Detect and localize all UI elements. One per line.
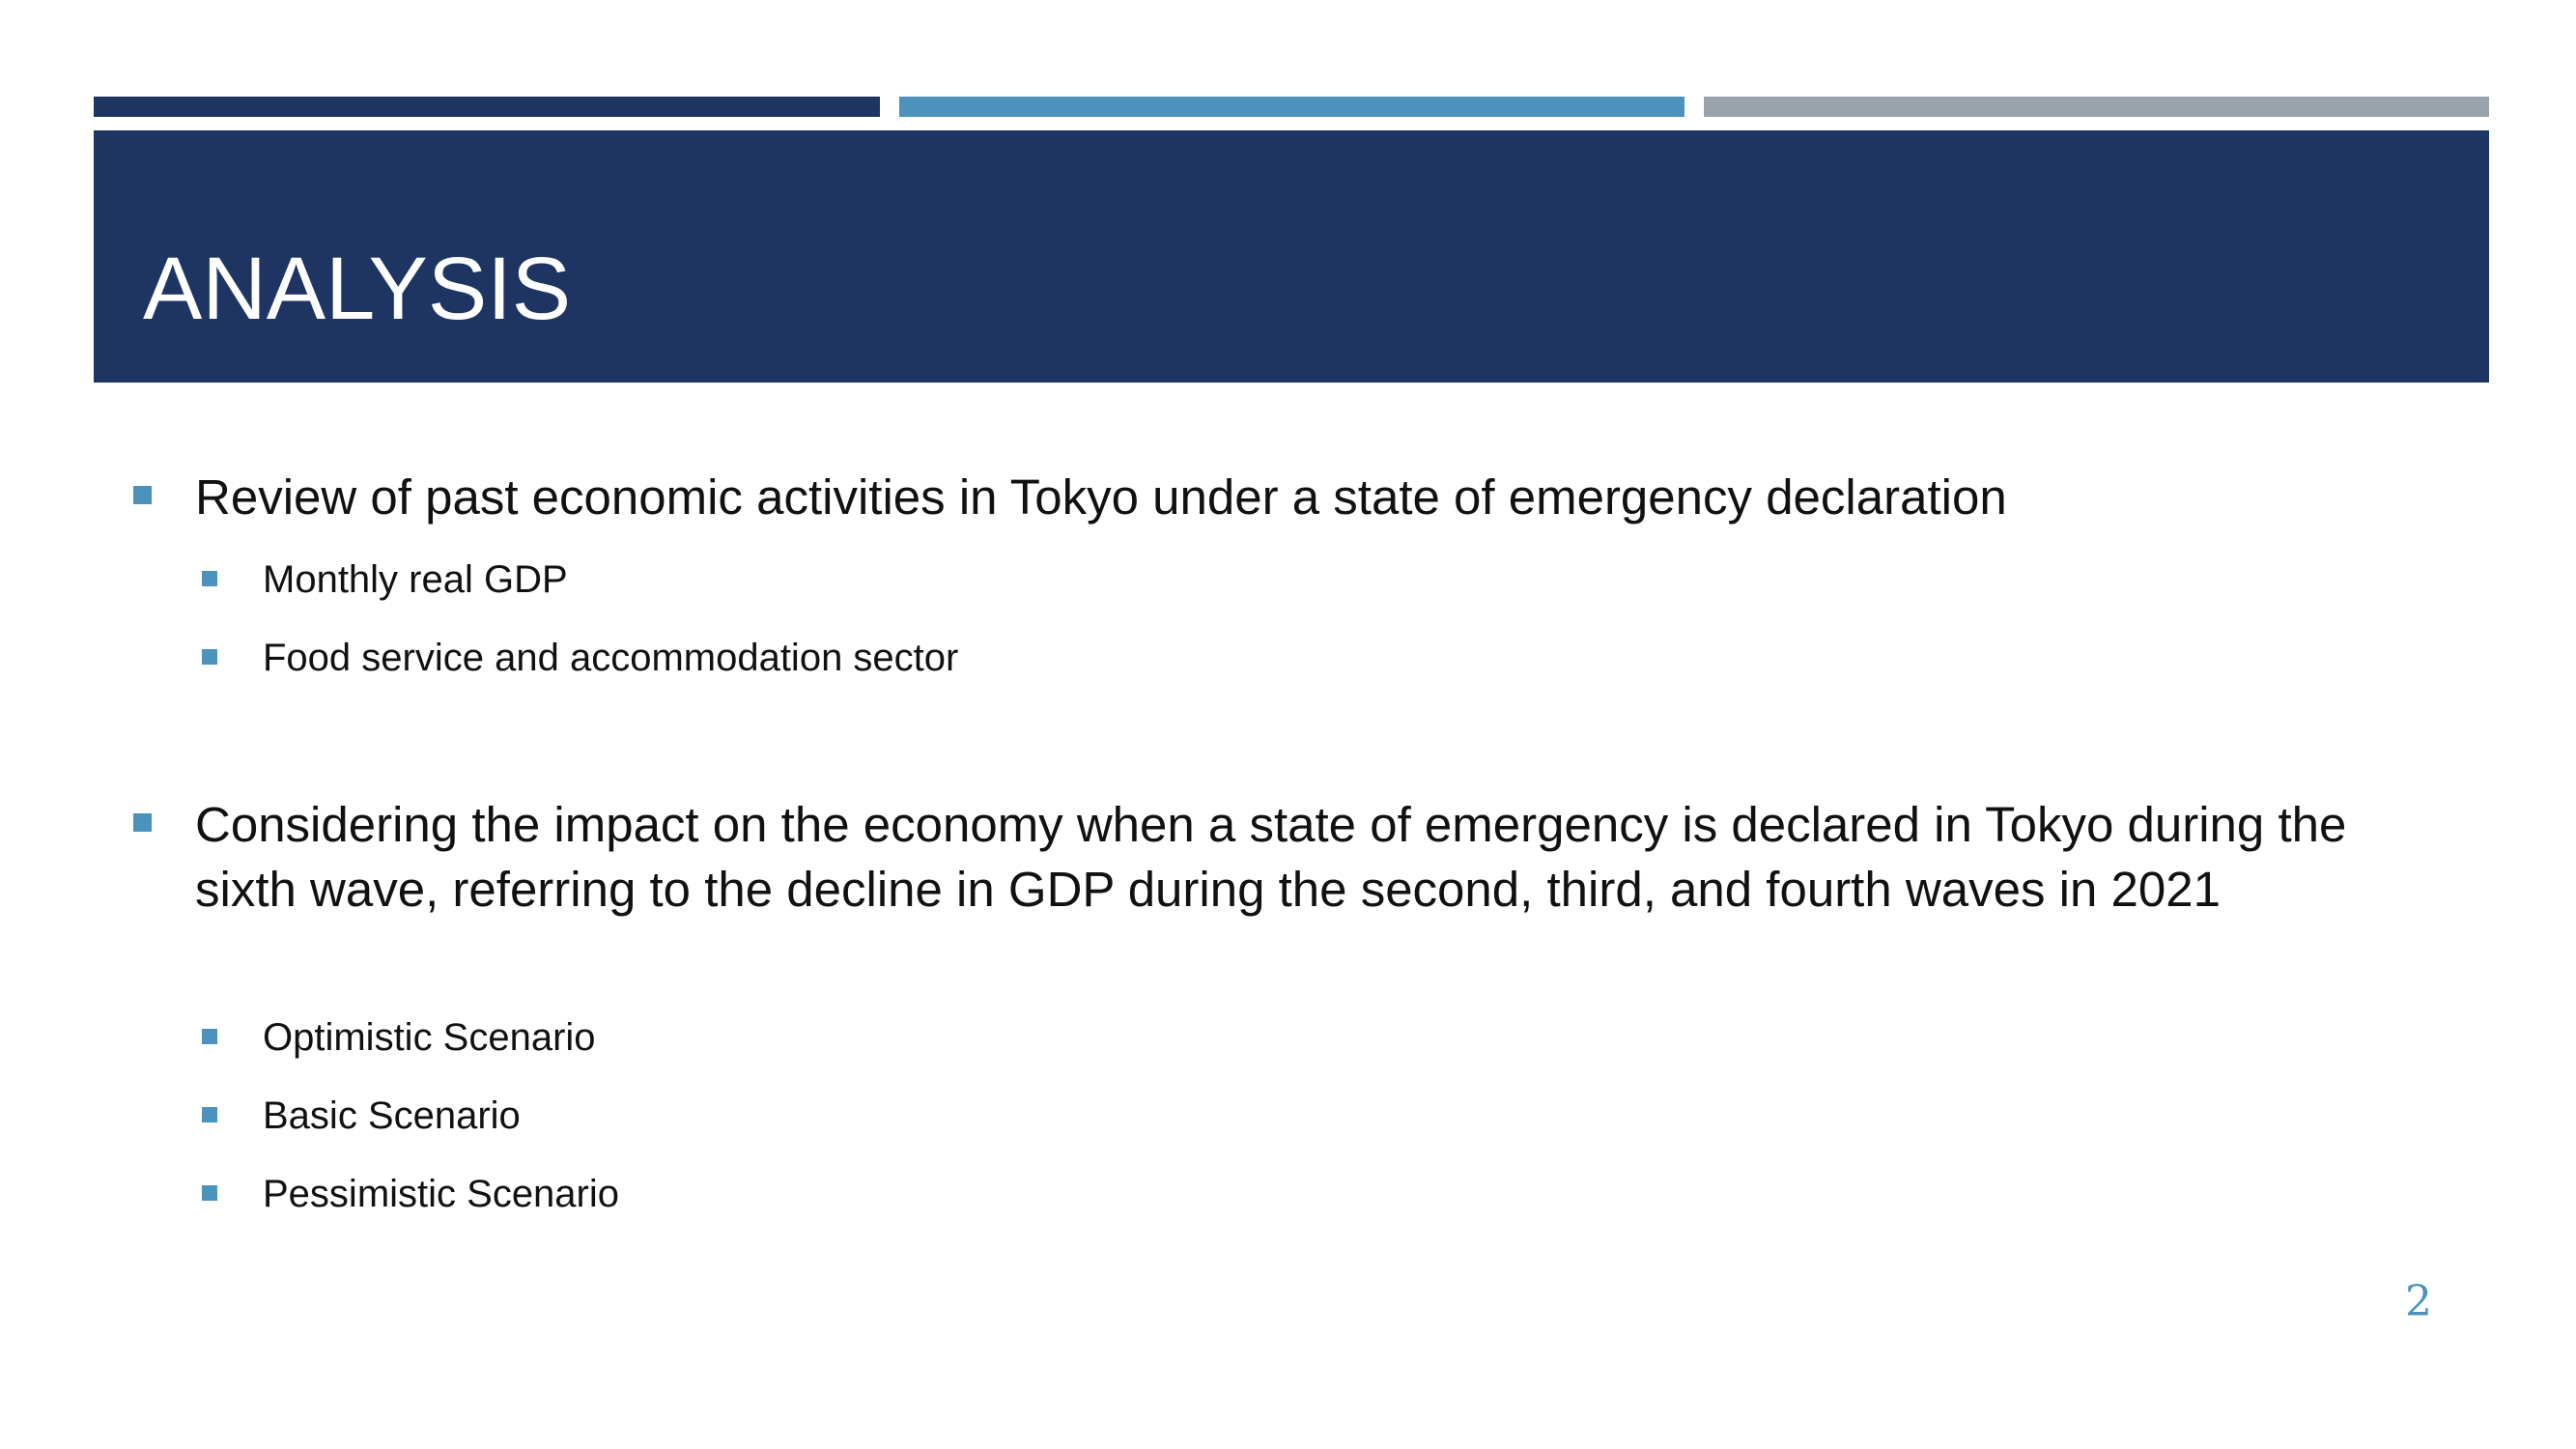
square-bullet-icon (202, 1185, 217, 1201)
square-bullet-icon (202, 1107, 217, 1122)
sub-bullet-text: Pessimistic Scenario (263, 1173, 620, 1215)
square-bullet-icon (133, 486, 152, 504)
bullet-item (195, 792, 2359, 922)
bullet-item (195, 465, 2359, 529)
square-bullet-icon (202, 649, 217, 665)
square-bullet-icon (202, 1029, 217, 1044)
sub-bullet-item (263, 634, 2194, 682)
page-number: 2 (2405, 1277, 2432, 1326)
sub-bullet-item (263, 1092, 2194, 1140)
sub-bullet-text: Basic Scenario (263, 1094, 521, 1137)
sub-bullet-item (263, 1170, 2194, 1218)
sub-bullet-text: Monthly real GDP (263, 558, 568, 601)
bullet-text: Review of past economic activities in Tokyo under a state of emergency declaration (195, 469, 2007, 525)
bullet-text: Considering the impact on the economy when a state of emergency is declared in Tokyo during the sixth wave, referring to the decline in GDP during the second, third, and fourth waves in 2021 (195, 797, 2347, 917)
sub-bullet-item (263, 555, 2194, 604)
square-bullet-icon (202, 571, 217, 586)
square-bullet-icon (133, 813, 152, 832)
sub-bullet-text: Food service and accommodation sector (263, 637, 959, 679)
sub-bullet-text: Optimistic Scenario (263, 1016, 596, 1059)
slide-title: ANALYSIS (143, 240, 572, 338)
sub-bullet-item (263, 1013, 2194, 1062)
